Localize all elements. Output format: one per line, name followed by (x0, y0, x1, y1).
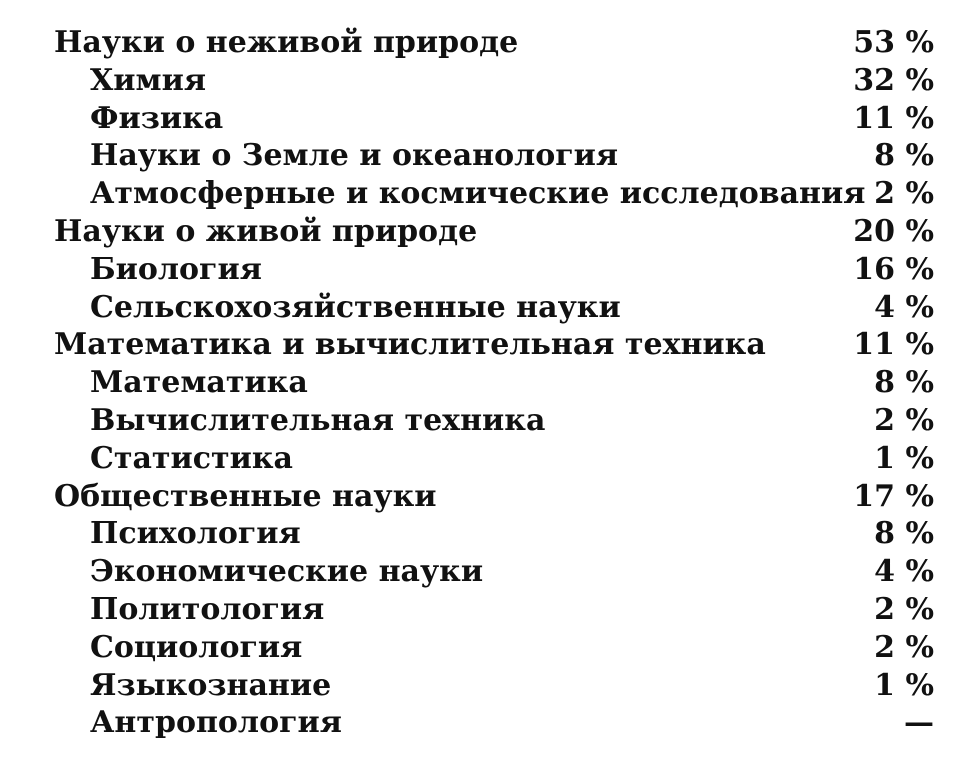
row-label: Математика (90, 365, 308, 401)
row-value: 2 % (874, 402, 934, 438)
subcategory-row (54, 440, 934, 478)
subcategory-row (54, 667, 934, 705)
row-value: 11 % (853, 327, 934, 363)
row-value: 1 % (874, 440, 934, 476)
row-label: Общественные науки (54, 478, 437, 514)
subcategory-row (54, 553, 934, 591)
row-value: 11 % (853, 100, 934, 136)
row-value: 2 % (874, 591, 934, 627)
subcategory-row (54, 175, 934, 213)
subcategory-row (54, 402, 934, 440)
row-value: — (904, 705, 934, 741)
subcategory-row (54, 515, 934, 553)
row-value: 2 % (874, 176, 934, 212)
row-value: 8 % (874, 138, 934, 174)
row-value: 8 % (874, 516, 934, 552)
row-label: Антропология (90, 705, 342, 741)
row-value: 32 % (853, 62, 934, 98)
row-value: 17 % (853, 478, 934, 514)
row-label: Языкознание (90, 667, 332, 703)
subcategory-row (54, 364, 934, 402)
row-value: 53 % (853, 25, 934, 60)
row-label: Атмосферные и космические исследования (90, 176, 866, 212)
row-label: Химия (90, 62, 207, 98)
row-label: Сельскохозяйственные науки (90, 289, 621, 325)
row-label: Политология (90, 591, 325, 627)
category-row (54, 478, 934, 516)
row-value: 20 % (853, 213, 934, 249)
subcategory-row (54, 100, 934, 138)
row-value: 4 % (874, 289, 934, 325)
subcategory-row (54, 704, 934, 742)
discipline-percentage-table (54, 24, 934, 742)
row-label: Статистика (90, 440, 293, 476)
row-value: 1 % (874, 667, 934, 703)
row-label: Биология (90, 251, 262, 287)
row-value: 8 % (874, 365, 934, 401)
row-label: Науки о неживой природе (54, 25, 519, 60)
row-label: Вычислительная техника (90, 402, 546, 438)
row-label: Психология (90, 516, 301, 552)
category-row (54, 326, 934, 364)
category-row (54, 213, 934, 251)
row-value: 2 % (874, 629, 934, 665)
row-label: Математика и вычислительная техника (54, 327, 766, 363)
subcategory-row (54, 62, 934, 100)
subcategory-row (54, 251, 934, 289)
subcategory-row (54, 629, 934, 667)
row-label: Социология (90, 629, 303, 665)
category-row (54, 24, 934, 62)
subcategory-row (54, 591, 934, 629)
row-label: Физика (90, 100, 224, 136)
row-label: Экономические науки (90, 554, 484, 590)
row-value: 16 % (853, 251, 934, 287)
subcategory-row (54, 137, 934, 175)
row-label: Науки о Земле и океанология (90, 138, 619, 174)
row-label: Науки о живой природе (54, 213, 478, 249)
row-value: 4 % (874, 554, 934, 590)
subcategory-row (54, 289, 934, 327)
